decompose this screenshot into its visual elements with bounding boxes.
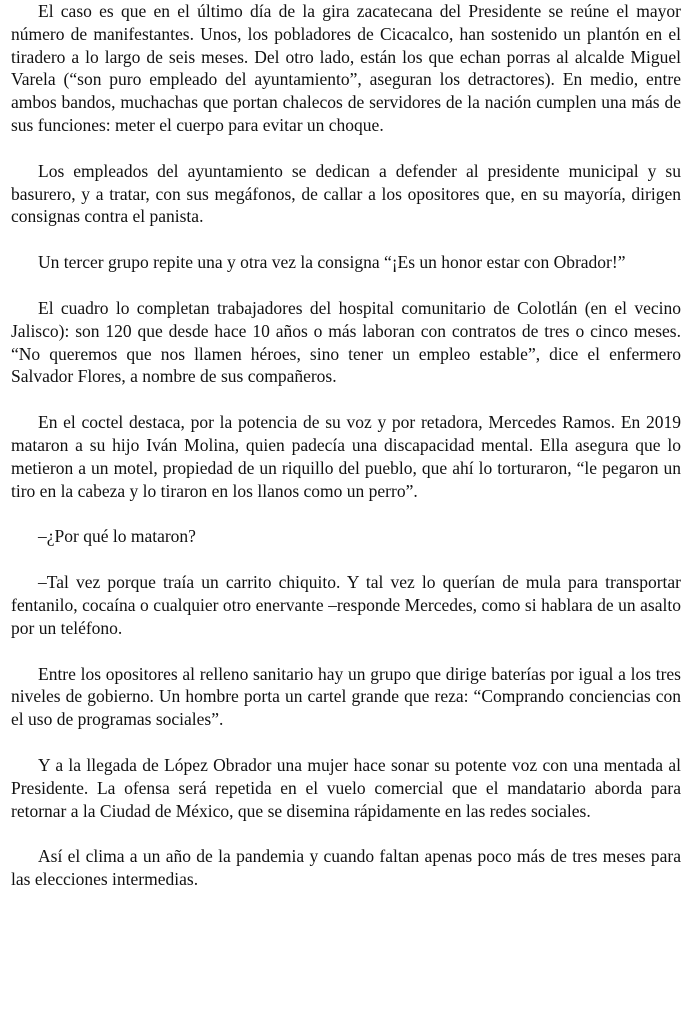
paragraph-9: Y a la llegada de López Obrador una mujer hace sonar su potente voz con una mentada al Presidente. La ofensa será repetida en el vuelo comercial que el mandatario aborda para retornar a la Ciudad de México, que se disemina rápidamente en las redes sociales.: [11, 754, 681, 821]
paragraph-3: Un tercer grupo repite una y otra vez la consigna “¡Es un honor estar con Obrador!”: [38, 252, 626, 273]
article-body: [11, 0, 681, 914]
paragraph-6-question: –¿Por qué lo mataron?: [38, 526, 196, 547]
paragraph-5: En el coctel destaca, por la potencia de su voz y por retadora, Mercedes Ramos. En 2019 mataron a su hijo Iván Molina, quien padecía una discapacidad mental. Ella asegura que lo metieron a un motel, propiedad de un riquillo del pueblo, que ahí lo torturaron, “le pegaron un tiro en la cabeza y lo tiraron en los llanos como un perro”.: [11, 412, 681, 501]
paragraph-1: El caso es que en el último día de la gira zacatecana del Presidente se reúne el mayor número de manifestantes. Unos, los pobladores de Cicacalco, han sostenido un plantón en el tiradero a lo largo de seis meses. Del otro lado, están los que echan porras al alcalde Miguel Varela (“son puro empleado del ayuntamiento”, aseguran los detractores). En medio, entre ambos bandos, muchachas que portan chalecos de servidores de la nación cumplen una más de sus funciones: meter el cuerpo para evitar un choque.: [11, 1, 681, 135]
paragraph-7-answer: –Tal vez porque traía un carrito chiquito. Y tal vez lo querían de mula para transportar fentanilo, cocaína o cualquier otro enervante –responde Mercedes, como si hablara de un asalto por un teléfono.: [11, 572, 681, 638]
paragraph-8: Entre los opositores al relleno sanitario hay un grupo que dirige baterías por igual a los tres niveles de gobierno. Un hombre porta un cartel grande que reza: “Comprando conciencias con el uso de programas sociales”.: [11, 663, 681, 730]
paragraph-10: Así el clima a un año de la pandemia y cuando faltan apenas poco más de tres meses para las elecciones intermedias.: [11, 846, 681, 890]
paragraph-4: El cuadro lo completan trabajadores del hospital comunitario de Colotlán (en el vecino Jalisco): son 120 que desde hace 10 años o más laboran con contratos de tres o cinco meses. “No queremos que nos llamen héroes, sino tener un empleo estable”, dice el enfermero Salvador Flores, a nombre de sus compañeros.: [11, 297, 681, 387]
paragraph-2: Los empleados del ayuntamiento se dedican a defender al presidente municipal y su basurero, y a tratar, con sus megáfonos, de callar a los opositores que, en su mayoría, dirigen consignas contra el panista.: [11, 160, 681, 227]
